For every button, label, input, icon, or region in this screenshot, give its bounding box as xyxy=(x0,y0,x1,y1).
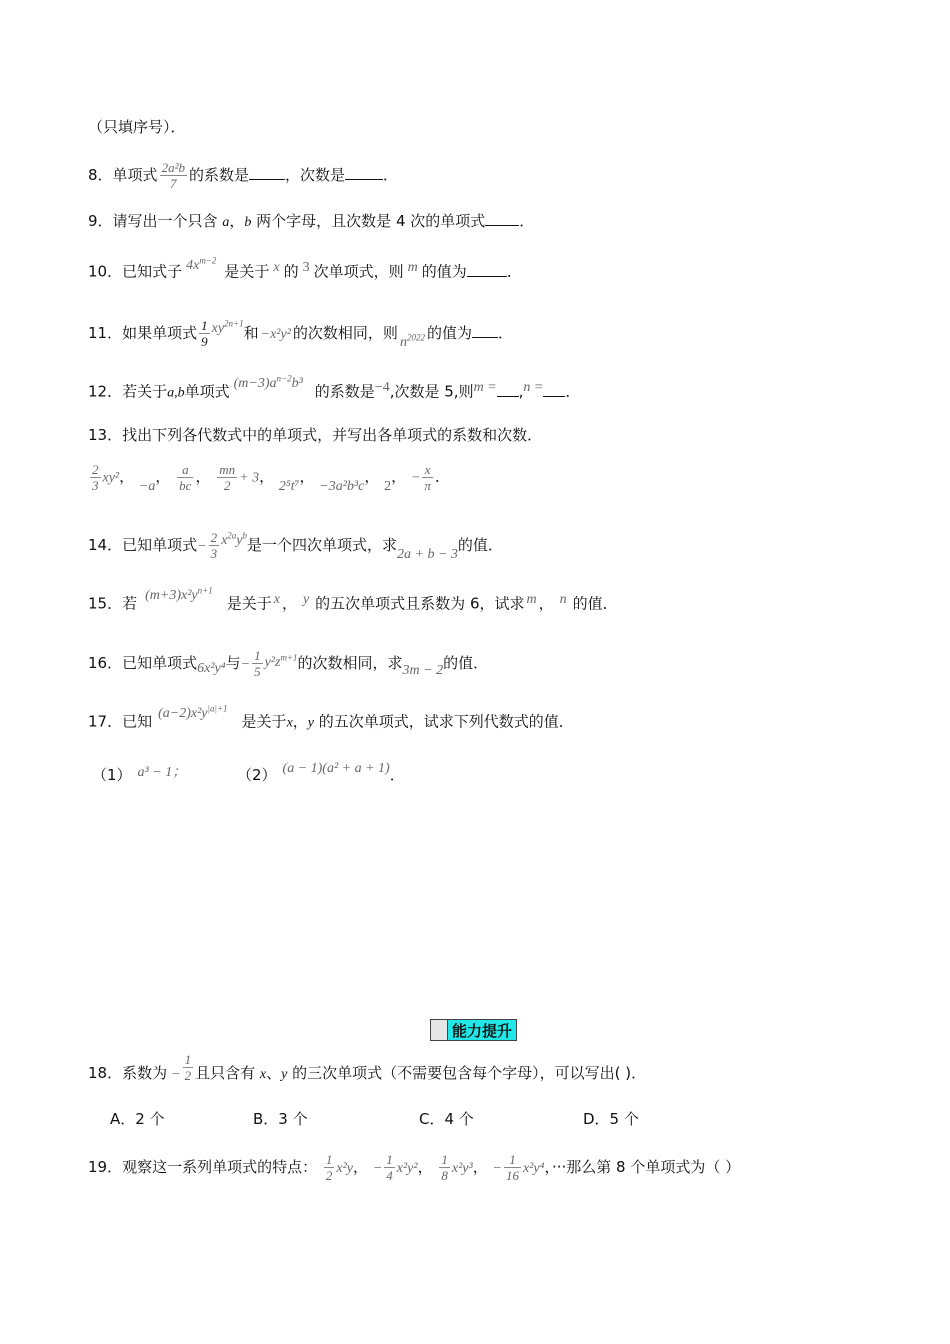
q15-text: 若 xyxy=(122,594,138,613)
q9-degree: 4 xyxy=(395,212,406,230)
q18-text: 系数为 xyxy=(122,1064,168,1082)
q16-term1: 6x²y⁴ xyxy=(197,661,226,676)
question-9 xyxy=(88,211,534,233)
q11-term3: $n^{2022}$ xyxy=(399,332,425,350)
q13-item2: −a xyxy=(138,478,156,494)
q15-number: 15． xyxy=(88,594,123,613)
question-19 xyxy=(88,1152,740,1183)
q13-frac3: $\frac{mn}{2}$ xyxy=(219,462,236,493)
q13-frac2: $\frac{a}{bc}$ xyxy=(179,462,192,493)
q13-sep: ， xyxy=(119,467,135,486)
q19-term1: x²y xyxy=(336,1161,354,1176)
q13-sep: ， xyxy=(259,467,275,486)
q16-expr: 3m − 2 xyxy=(402,663,444,678)
q18-option-d[interactable]: D．5 个 xyxy=(583,1110,639,1128)
q9-var-a: a xyxy=(222,215,230,230)
q10-text: 已知式子 xyxy=(122,262,183,281)
q17-part2-expr: (a − 1)(a² + a + 1) xyxy=(282,761,390,776)
q9-sep: ， xyxy=(229,212,245,230)
q18-option-a[interactable]: A．2 个 xyxy=(110,1110,165,1128)
q15-var-n: n xyxy=(559,591,567,607)
q15-text-c: 的五次单项式且系数为 6，试求 xyxy=(315,594,525,613)
q13-frac1: $\frac{2}{3}$ xyxy=(92,462,99,493)
q10-text-e: 的值为 xyxy=(421,262,467,281)
q8-text-b: 的系数是 xyxy=(188,166,249,184)
q9-end: ． xyxy=(519,212,535,230)
q15-var-m: m xyxy=(526,591,537,607)
q14-text-b: 是一个四次单项式，求 xyxy=(247,536,398,554)
q18-text-b: 且只含有 xyxy=(195,1064,256,1082)
q11-term2: −x²y² xyxy=(260,327,291,342)
q13-sep: ， xyxy=(155,467,171,486)
q8-blank-deg[interactable] xyxy=(345,165,383,180)
section-badge xyxy=(430,1019,517,1041)
q13-sep: ， xyxy=(299,467,315,486)
q13-sep: ， xyxy=(391,467,407,486)
q17-var-x: x xyxy=(286,715,293,731)
q9-number: 9． xyxy=(88,212,113,230)
q19-neg2: − xyxy=(492,1161,502,1176)
q19-frac1: $\frac{1}{2}$ xyxy=(325,1152,333,1183)
q17-var-y: y xyxy=(307,715,315,731)
q16-text-d: 的值． xyxy=(443,654,489,672)
q17-text-c: 的五次单项式，试求下列代数式的值． xyxy=(318,712,574,731)
q19-sep: ， xyxy=(353,1158,369,1176)
q17-part2-label: （2） xyxy=(236,766,277,784)
q8-end: ． xyxy=(383,166,399,184)
q19-number: 19． xyxy=(88,1158,123,1176)
q11-blank[interactable] xyxy=(472,323,498,338)
q18-fraction: $\frac{1}{2}$ xyxy=(184,1052,192,1083)
q7-tail: （只填序号）． xyxy=(88,118,186,136)
q10-text-b: 是关于 xyxy=(224,262,270,281)
question-12 xyxy=(88,373,581,404)
q17-text-b: 是关于 xyxy=(241,712,287,731)
question-10 xyxy=(88,255,522,284)
q17-part1-expr: a³ − 1； xyxy=(137,765,187,780)
q11-text: 如果单项式 xyxy=(122,324,198,342)
q13-item4: 2⁵t⁷ xyxy=(278,478,300,494)
q16-number: 16． xyxy=(88,654,123,672)
q19-frac4: $\frac{1}{16}$ xyxy=(505,1152,519,1183)
q11-text-c: 的次数相同，则 xyxy=(292,324,398,342)
q10-text-d: 次单项式，则 xyxy=(313,262,404,281)
q16-text-b: 与 xyxy=(225,654,241,672)
q13-item1: xy² xyxy=(102,470,120,486)
q18-option-b[interactable]: B．3 个 xyxy=(253,1110,308,1128)
question-16 xyxy=(88,648,488,679)
section-title: 能力提升 xyxy=(448,1019,517,1041)
q17-expr: $(a-2)x^2y^{|a|+1}$ xyxy=(158,703,228,721)
q14-term: $x^{2a}y^b$ xyxy=(221,530,247,548)
q18-neg: − xyxy=(171,1067,181,1082)
q17-end: ． xyxy=(389,766,405,784)
q19-text-b: ，···那么第 8 个单项式为（ ） xyxy=(544,1158,741,1176)
q19-sep: ， xyxy=(472,1158,488,1176)
question-8 xyxy=(88,160,398,191)
q14-number: 14． xyxy=(88,536,123,554)
q10-blank[interactable] xyxy=(467,262,507,277)
question-15 xyxy=(88,585,618,616)
q9-blank[interactable] xyxy=(485,211,519,226)
q10-text-c: 的 xyxy=(283,262,299,281)
question-11 xyxy=(88,318,513,349)
q16-fraction: $\frac{1}{5}$ xyxy=(254,648,261,679)
q9-text: 请写出一个只含 xyxy=(112,212,218,230)
question-17 xyxy=(88,703,574,734)
q19-frac3: $\frac{1}{8}$ xyxy=(441,1152,448,1183)
q17-number: 17． xyxy=(88,712,123,731)
section-badge-box xyxy=(430,1019,448,1041)
q9-var-b: b xyxy=(244,215,252,230)
q8-text: 单项式 xyxy=(112,166,158,184)
q14-neg: − xyxy=(197,539,207,554)
q11-text-d: 的值为 xyxy=(426,324,472,342)
q13-end: ． xyxy=(434,467,450,486)
q13-sep: ， xyxy=(195,467,211,486)
q11-term1: $xy^{2n+1}$ xyxy=(211,318,244,336)
q18-var-x: x xyxy=(259,1067,267,1082)
question-13 xyxy=(88,425,542,445)
q11-end: ． xyxy=(497,324,513,342)
q13-frac4: $\frac{x}{\pi}$ xyxy=(424,462,431,493)
q13-item7-neg: − xyxy=(410,470,421,486)
q16-text-c: 的次数相同，求 xyxy=(297,654,403,672)
q14-fraction: $\frac{2}{3}$ xyxy=(210,530,218,561)
q19-sep: ， xyxy=(417,1158,433,1176)
q12-var-n: n = xyxy=(523,379,544,395)
q16-neg: − xyxy=(240,657,251,672)
q12-expr: $(m-3)a^{n-2}b^3$ xyxy=(233,373,303,391)
q12-text-d: ,次数是 5,则 xyxy=(389,382,474,401)
q14-expr: 2a + b − 3 xyxy=(397,547,458,562)
q15-expr: $(m+3)x^2y^{n+1}$ xyxy=(145,585,213,603)
q16-text: 已知单项式 xyxy=(122,654,198,672)
q19-term3: x²y³ xyxy=(451,1161,473,1176)
q15-sep2: ， xyxy=(538,594,554,613)
q11-number: 11． xyxy=(88,324,123,342)
q12-comma: , xyxy=(518,382,524,401)
q18-option-c[interactable]: C．4 个 xyxy=(419,1110,474,1128)
q12-coef: −4 xyxy=(374,379,390,395)
q13-text: 找出下列各代数式中的单项式，并写出各单项式的系数和次数． xyxy=(122,426,543,444)
q9-text-b: 两个字母，且次数是 xyxy=(256,212,392,230)
q12-var-m: m = xyxy=(473,379,497,395)
q8-number: 8． xyxy=(88,166,113,184)
q12-text: 若关于 xyxy=(122,382,168,401)
q15-var-x: x xyxy=(273,591,280,607)
q17-parts xyxy=(92,761,405,787)
q17-text: 已知 xyxy=(122,712,153,731)
q18-number: 18． xyxy=(88,1064,123,1082)
q13-sep: ， xyxy=(364,467,380,486)
q12-blank-m[interactable] xyxy=(497,382,519,397)
q10-expr: $4x^{m-2}$ xyxy=(186,255,217,273)
q12-end: ． xyxy=(565,382,581,401)
q8-fraction: $\frac{\text{2a²b}}{7}$ xyxy=(161,160,185,191)
q12-text-c: 的系数是 xyxy=(314,382,375,401)
q11-fraction: $\frac{1}{9}$ xyxy=(201,318,208,349)
q19-text: 观察这一系列单项式的特点： xyxy=(122,1158,318,1176)
q17-part1-label: （1） xyxy=(92,766,132,784)
q18-text-c: 的三次单项式（不需要包含每个字母），可以写出( )． xyxy=(292,1064,647,1082)
q15-sep: ， xyxy=(281,594,297,613)
q8-text-c: ，次数是 xyxy=(284,166,345,184)
q15-var-y: y xyxy=(302,591,310,607)
q10-number: 10． xyxy=(88,262,123,281)
question-18 xyxy=(88,1052,647,1089)
q10-var-m: m xyxy=(407,259,418,275)
q12-text-b: 单项式 xyxy=(184,382,230,401)
q13-plus3: + 3 xyxy=(239,470,260,486)
q12-number: 12． xyxy=(88,382,123,401)
q18-dot: 、 xyxy=(266,1064,282,1082)
question-14 xyxy=(88,530,503,561)
q14-text-c: 的值． xyxy=(457,536,503,554)
q13-expressions xyxy=(88,462,450,502)
q12-vars: a,b xyxy=(167,385,185,401)
q13-number: 13． xyxy=(88,426,123,444)
q19-term4: x²y⁴ xyxy=(522,1161,545,1176)
q10-three: 3 xyxy=(302,259,310,275)
q13-item6: 2 xyxy=(384,478,392,494)
q11-text-b: 和 xyxy=(243,324,259,342)
q19-term2: x²y² xyxy=(396,1161,418,1176)
q9-text-c: 次的单项式 xyxy=(410,212,486,230)
q14-text: 已知单项式 xyxy=(122,536,198,554)
q19-frac2: $\frac{1}{4}$ xyxy=(386,1152,393,1183)
q10-end: ． xyxy=(506,262,522,281)
q17-sep: ， xyxy=(292,712,308,731)
q15-text-d: 的值． xyxy=(572,594,618,613)
q18-var-y: y xyxy=(281,1067,288,1082)
q8-blank-coef[interactable] xyxy=(249,165,285,180)
q16-term2: $y^2z^{m+1}$ xyxy=(264,652,298,670)
q12-blank-n[interactable] xyxy=(543,382,565,397)
q19-neg1: − xyxy=(372,1161,383,1176)
q15-text-b: 是关于 xyxy=(226,594,272,613)
q10-var-x: x xyxy=(273,259,280,275)
q13-item5: −3a²b³c xyxy=(319,478,365,494)
